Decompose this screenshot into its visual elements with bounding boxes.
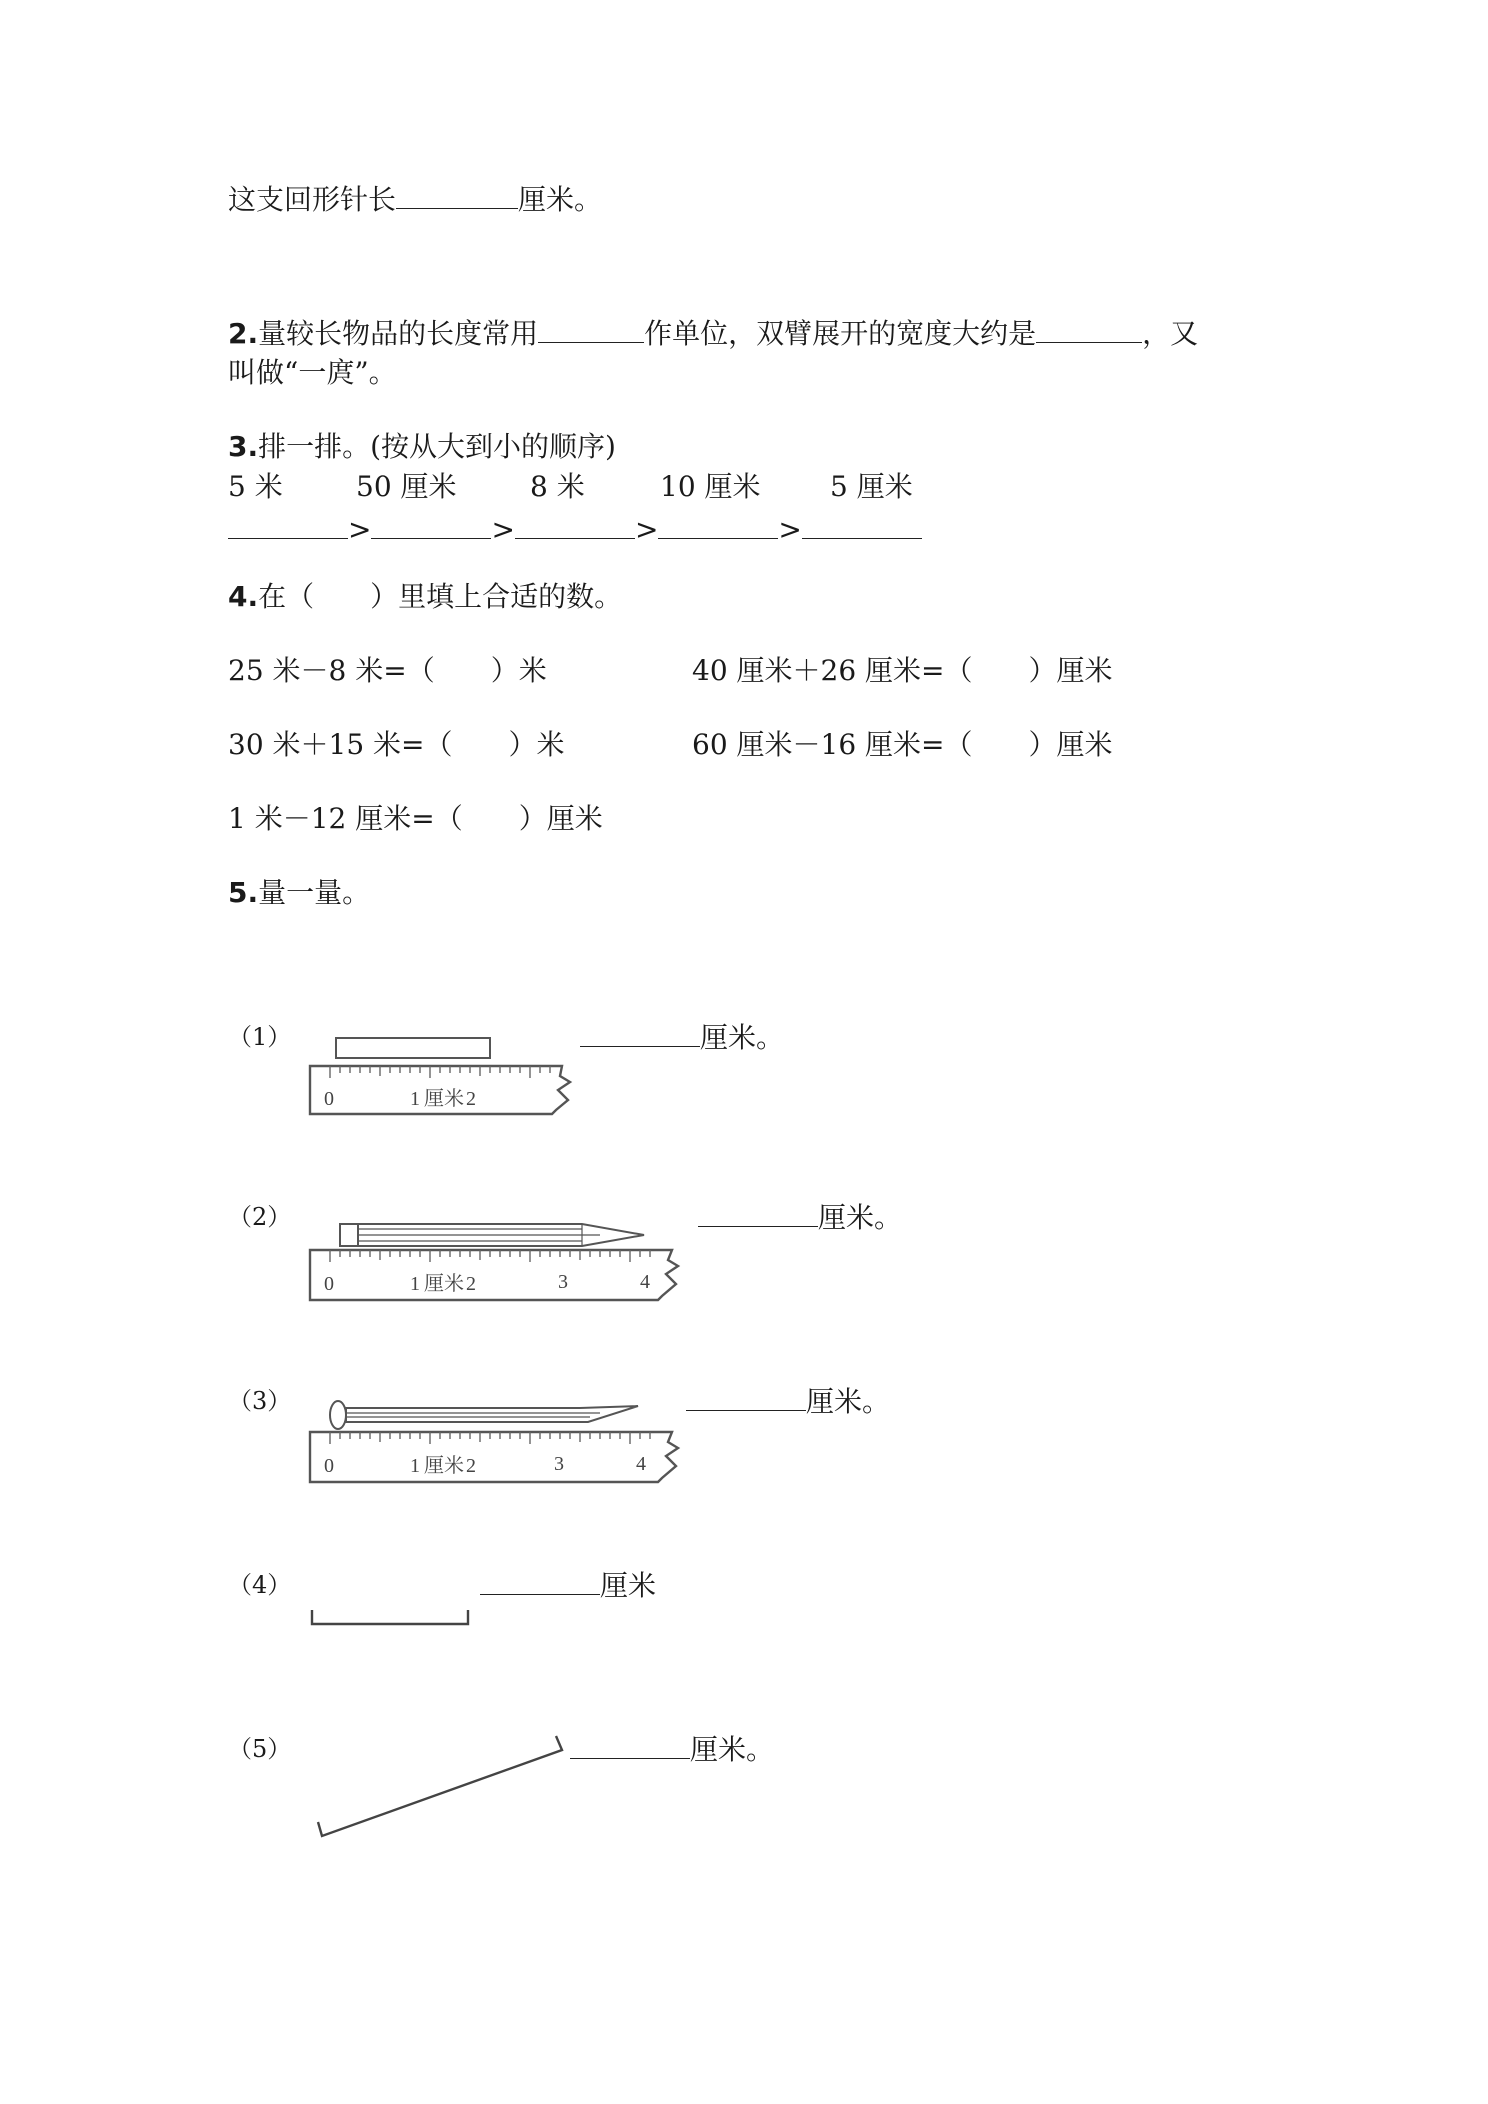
q5-answer-4 xyxy=(480,1568,656,1603)
q5-label-1: （1） xyxy=(228,1023,292,1051)
q2-number: 2. xyxy=(228,317,259,350)
q2-line1 xyxy=(228,316,1198,351)
q3-item-2: 50 厘米 xyxy=(356,470,457,503)
q3-blank-5[interactable] xyxy=(802,512,922,539)
q3-blank-1[interactable] xyxy=(228,512,348,539)
ruler-label-3: 3 xyxy=(558,1271,568,1293)
q4-eq-5: 1 米－12 厘米=（ ）厘米 xyxy=(228,802,603,835)
q4-eq-3: 30 米＋15 米=（ ）米 xyxy=(228,728,565,761)
q5-figure-1-eraser-on-ruler xyxy=(300,1030,580,1120)
q5-unit-2: 厘米。 xyxy=(818,1201,903,1234)
q5-unit-3: 厘米。 xyxy=(806,1385,891,1418)
q4-eq-2: 40 厘米＋26 厘米=（ ）厘米 xyxy=(692,654,1113,687)
q5-answer-3 xyxy=(686,1384,890,1419)
eraser-shape xyxy=(336,1038,490,1058)
ruler-label-2: 2 xyxy=(466,1273,476,1295)
q4-eq-4: 60 厘米－16 厘米=（ ）厘米 xyxy=(692,728,1113,761)
q3-title: 排一排。(按从大到小的顺序) xyxy=(258,430,616,463)
ruler-label-unit: 厘米 xyxy=(424,1273,464,1295)
q1-text-before: 这支回形针长 xyxy=(228,183,397,216)
q1-answer-blank[interactable] xyxy=(396,182,518,209)
q5-title: 量一量。 xyxy=(258,876,371,909)
q1-answer-line xyxy=(228,182,602,217)
q5-figure-4-line-segment xyxy=(300,1600,480,1640)
q3-gt-1: > xyxy=(348,513,372,546)
segment-shape xyxy=(318,1736,562,1836)
q3-number: 3. xyxy=(228,430,259,463)
q5-blank-2[interactable] xyxy=(698,1200,818,1227)
q5-title-line xyxy=(228,876,370,910)
q5-answer-2 xyxy=(698,1200,902,1235)
ruler-label-3: 3 xyxy=(554,1453,564,1475)
q2-blank-width[interactable] xyxy=(1036,316,1142,343)
q4-eq-1: 25 米－8 米=（ ）米 xyxy=(228,654,547,687)
q4-title-line xyxy=(228,580,622,614)
ruler-label-1: 1 xyxy=(410,1273,420,1295)
q5-unit-4: 厘米 xyxy=(600,1569,657,1602)
q3-item-1: 5 米 xyxy=(228,470,283,503)
ruler-label-4: 4 xyxy=(636,1453,646,1475)
q3-blank-2[interactable] xyxy=(371,512,491,539)
ruler-label-0: 0 xyxy=(324,1273,334,1295)
q3-gt-4: > xyxy=(778,513,802,546)
q1-text-after: 厘米。 xyxy=(518,183,603,216)
q2-part1: 量较长物品的长度常用 xyxy=(258,317,539,350)
q5-unit-1: 厘米。 xyxy=(700,1021,785,1054)
q3-gt-3: > xyxy=(634,513,659,546)
q5-figure-3-nail-on-ruler xyxy=(300,1388,690,1488)
q5-number: 5. xyxy=(228,876,259,909)
q2-part3: ，又 xyxy=(1142,317,1199,350)
nail-shape xyxy=(330,1401,638,1429)
q5-blank-1[interactable] xyxy=(580,1020,700,1047)
ruler-label-4: 4 xyxy=(640,1271,650,1293)
ruler-ticks xyxy=(330,1066,550,1078)
q5-answer-5 xyxy=(570,1732,774,1767)
q5-unit-5: 厘米。 xyxy=(690,1733,775,1766)
q3-gt-2: > xyxy=(491,513,515,546)
ruler-ticks xyxy=(330,1250,650,1262)
q5-blank-5[interactable] xyxy=(570,1732,690,1759)
ruler-label-0: 0 xyxy=(324,1088,334,1110)
q3-item-5: 5 厘米 xyxy=(830,470,913,503)
q5-blank-4[interactable] xyxy=(480,1568,600,1595)
ruler-label-1: 1 xyxy=(410,1088,420,1110)
q2-part2: 作单位，双臂展开的宽度大约是 xyxy=(644,317,1037,350)
q4-number: 4. xyxy=(228,580,259,613)
ruler-label-2: 2 xyxy=(466,1088,476,1110)
q5-blank-3[interactable] xyxy=(686,1384,806,1411)
ruler-label-unit: 厘米 xyxy=(424,1455,464,1477)
q3-blank-4[interactable] xyxy=(658,512,778,539)
ruler-label-1: 1 xyxy=(410,1455,420,1477)
segment-shape xyxy=(312,1610,468,1624)
ruler-ticks xyxy=(330,1432,650,1444)
q3-title-line xyxy=(228,430,616,464)
q4-title: 在（ ）里填上合适的数。 xyxy=(258,580,623,613)
q2-blank-unit[interactable] xyxy=(538,316,644,343)
q5-label-4: （4） xyxy=(228,1571,292,1599)
ruler-outline xyxy=(310,1250,678,1300)
q3-order-line xyxy=(228,512,922,547)
q5-figure-5-slanted-segment xyxy=(300,1720,580,1850)
ruler-label-0: 0 xyxy=(324,1455,334,1477)
q5-label-3: （3） xyxy=(228,1387,292,1415)
q5-label-2: （2） xyxy=(228,1203,292,1231)
ruler-outline xyxy=(310,1432,678,1482)
q3-item-3: 8 米 xyxy=(530,470,585,503)
q5-label-5: （5） xyxy=(228,1735,292,1763)
pencil-shape xyxy=(340,1224,644,1246)
ruler-label-2: 2 xyxy=(466,1455,476,1477)
q3-item-4: 10 厘米 xyxy=(660,470,761,503)
q3-blank-3[interactable] xyxy=(515,512,635,539)
q5-figure-2-pencil-on-ruler xyxy=(300,1210,690,1306)
ruler-label-unit: 厘米 xyxy=(424,1088,464,1110)
q2-line2: 叫做“一庹”。 xyxy=(228,356,397,389)
q5-answer-1 xyxy=(580,1020,784,1055)
